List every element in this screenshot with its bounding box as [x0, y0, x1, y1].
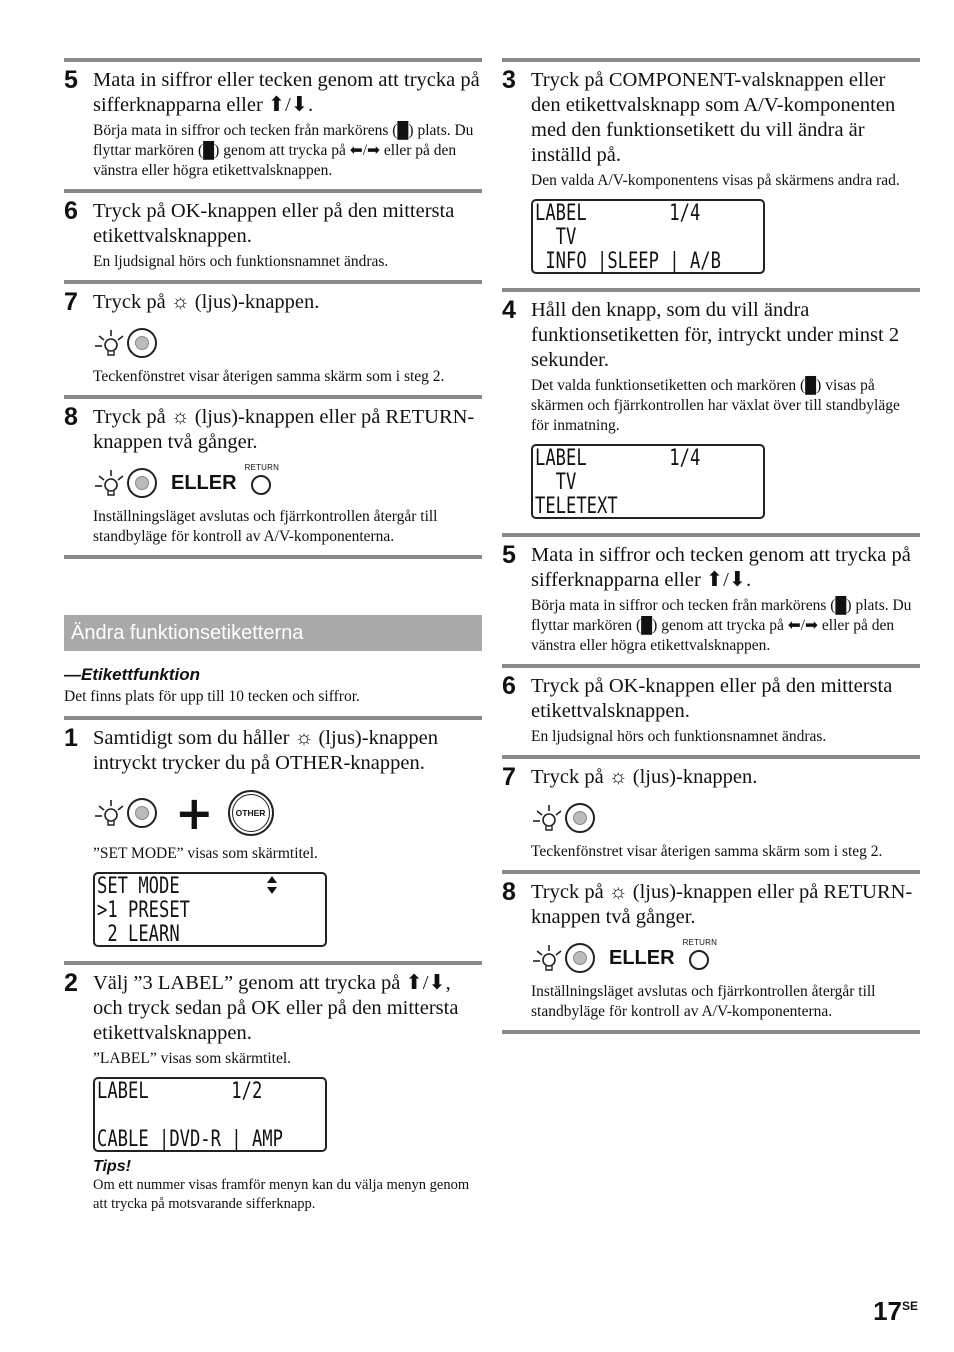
or-label: ELLER — [609, 946, 675, 969]
lcd-line: CABLE |DVD-R | AMP — [97, 1127, 283, 1152]
step-instruction: Tryck på ☼ (ljus)-knappen eller på RETURN-knappen två gånger. — [531, 881, 913, 928]
step-4 — [502, 288, 920, 533]
up-down-arrow-icon — [267, 876, 277, 894]
other-button[interactable] — [228, 790, 274, 836]
step-note: Den valda A/V-komponentens visas på skärmens andra rad. — [531, 172, 900, 189]
step-number: 8 — [502, 878, 516, 906]
step-5-left — [64, 58, 482, 189]
step-instruction: Tryck på COMPONENT-valsknappen eller den etikettvalsknapp som A/V-komponenten med den funktionsetikett du vill ändra är inställd på. — [531, 69, 896, 166]
step-number: 2 — [64, 969, 78, 997]
step-1 — [64, 716, 482, 961]
step-instruction: Tryck på OK-knappen eller på den mittersta etikettvalsknappen. — [531, 675, 893, 722]
other-label: OTHER — [232, 794, 270, 832]
step-number: 6 — [502, 672, 516, 700]
step-instruction: Tryck på ☼ (ljus)-knappen. — [531, 766, 758, 788]
step-number: 7 — [64, 288, 78, 316]
icon-row — [93, 325, 482, 361]
lcd-line: SET MODE — [97, 874, 180, 899]
light-button[interactable] — [565, 943, 595, 973]
step-instruction: Välj ”3 LABEL” genom att trycka på ⬆/⬇, och tryck sedan på OK eller på den mittersta etikettvalsknappen. — [93, 972, 459, 1044]
light-button[interactable] — [127, 798, 157, 828]
lcd-line — [97, 1104, 275, 1128]
step-note: ”LABEL” visas som skärmtitel. — [93, 1050, 292, 1067]
return-circle-icon — [689, 950, 709, 970]
icon-row — [531, 800, 920, 836]
return-button[interactable] — [245, 465, 289, 501]
divider — [64, 555, 482, 559]
light-button[interactable] — [127, 328, 157, 358]
tips-text: Om ett nummer visas framför menyn kan du välja menyn genom att trycka på motsvarande sifferknapp. — [93, 1177, 470, 1212]
page-number — [873, 1296, 918, 1327]
step-note: ”SET MODE” visas som skärmtitel. — [93, 845, 318, 862]
step-6-left — [64, 189, 482, 280]
step-8-left — [64, 395, 482, 555]
step-3 — [502, 58, 920, 288]
step-number: 8 — [64, 403, 78, 431]
step-note: En ljudsignal hörs och funktionsnamnet ändras. — [531, 728, 827, 745]
step-note: Inställningsläget avslutas och fjärrkontrollen återgår till standbyläge för kontroll av A/V-komponenterna. — [531, 983, 876, 1020]
lcd-line: TV — [535, 470, 577, 495]
light-button[interactable] — [565, 803, 595, 833]
section-intro: Det finns plats för upp till 10 tecken och siffror. — [64, 688, 360, 705]
return-button[interactable] — [683, 940, 727, 976]
page-language-suffix: SE — [901, 1299, 918, 1313]
return-label: RETURN — [682, 938, 718, 947]
section-subtitle: —Etikettfunktion — [64, 665, 200, 684]
lcd-line: 2 LEARN — [97, 922, 180, 947]
step-note: Teckenfönstret visar återigen samma skärm som i steg 2. — [531, 843, 883, 860]
step-note: Börja mata in siffror och tecken från markörens (█) plats. Du flyttar markören (█) genom att trycka på ⬅/➡ eller på den vänstra eller högra etikettvalsknappen. — [531, 597, 912, 654]
step-number: 5 — [64, 66, 78, 94]
icon-row — [531, 940, 920, 976]
plus-icon: + — [175, 786, 214, 840]
light-button[interactable] — [127, 468, 157, 498]
icon-row — [93, 465, 482, 501]
right-column — [502, 58, 920, 1034]
return-circle-icon — [251, 475, 271, 495]
light-bulb-icon — [93, 328, 125, 358]
lcd-line: INFO |SLEEP | A/B — [535, 249, 721, 274]
step-instruction: Mata in siffror eller tecken genom att trycka på sifferknapparna eller ⬆/⬇. — [93, 69, 480, 116]
step-6-right — [502, 664, 920, 755]
step-number: 5 — [502, 541, 516, 569]
step-note: Börja mata in siffror och tecken från markörens (█) plats. Du flyttar markören (█) genom att trycka på ⬅/➡ eller på den vänstra eller högra etikettvalsknappen. — [93, 122, 474, 179]
page-number-value: 17 — [873, 1296, 902, 1326]
step-note: Det valda funktionsetiketten och markören (█) visas på skärmen och fjärrkontrollen har växlat över till standbyläge för inmatning. — [531, 377, 900, 434]
lcd-line: TELETEXT — [535, 494, 618, 519]
light-bulb-icon — [93, 798, 125, 828]
return-label: RETURN — [244, 463, 280, 472]
lcd-line: >1 PRESET — [97, 898, 190, 923]
light-bulb-icon — [93, 468, 125, 498]
step-7-right — [502, 755, 920, 870]
step-note: Inställningsläget avslutas och fjärrkontrollen återgår till standbyläge för kontroll av A/V-komponenterna. — [93, 508, 438, 545]
divider — [502, 1030, 920, 1034]
step-instruction: Tryck på OK-knappen eller på den mittersta etikettvalsknappen. — [93, 200, 455, 247]
lcd-display — [93, 1077, 327, 1152]
lcd-display — [93, 872, 327, 947]
step-number: 1 — [64, 724, 78, 752]
lcd-display — [531, 444, 765, 519]
light-bulb-icon — [531, 803, 563, 833]
lcd-line: LABEL 1/4 — [535, 201, 701, 226]
step-instruction: Tryck på ☼ (ljus)-knappen eller på RETURN-knappen två gånger. — [93, 406, 475, 453]
step-number: 7 — [502, 763, 516, 791]
step-number: 3 — [502, 66, 516, 94]
lcd-line: LABEL 1/2 — [97, 1079, 263, 1104]
step-instruction: Mata in siffror och tecken genom att trycka på sifferknapparna eller ⬆/⬇. — [531, 544, 911, 591]
step-instruction: Håll den knapp, som du vill ändra funktionsetiketten för, intryckt under minst 2 sekunder. — [531, 299, 900, 371]
step-8-right — [502, 870, 920, 1030]
light-bulb-icon — [531, 943, 563, 973]
step-instruction: Samtidigt som du håller ☼ (ljus)-knappen intryckt trycker du på OTHER-knappen. — [93, 727, 439, 774]
step-7-left — [64, 280, 482, 395]
step-instruction: Tryck på ☼ (ljus)-knappen. — [93, 291, 320, 313]
step-2 — [64, 961, 482, 1222]
step-5-right — [502, 533, 920, 664]
lcd-line: LABEL 1/4 — [535, 446, 701, 471]
tips-heading: Tips! — [93, 1158, 131, 1175]
section-title: Ändra funktionsetiketterna — [64, 615, 482, 651]
lcd-display — [531, 199, 765, 274]
left-column — [64, 58, 482, 1222]
or-label: ELLER — [171, 471, 237, 494]
step-number: 6 — [64, 197, 78, 225]
step-note: En ljudsignal hörs och funktionsnamnet ändras. — [93, 253, 389, 270]
lcd-line: TV — [535, 225, 577, 250]
step-number: 4 — [502, 296, 516, 324]
icon-row — [93, 788, 482, 838]
step-note: Teckenfönstret visar återigen samma skärm som i steg 2. — [93, 368, 445, 385]
